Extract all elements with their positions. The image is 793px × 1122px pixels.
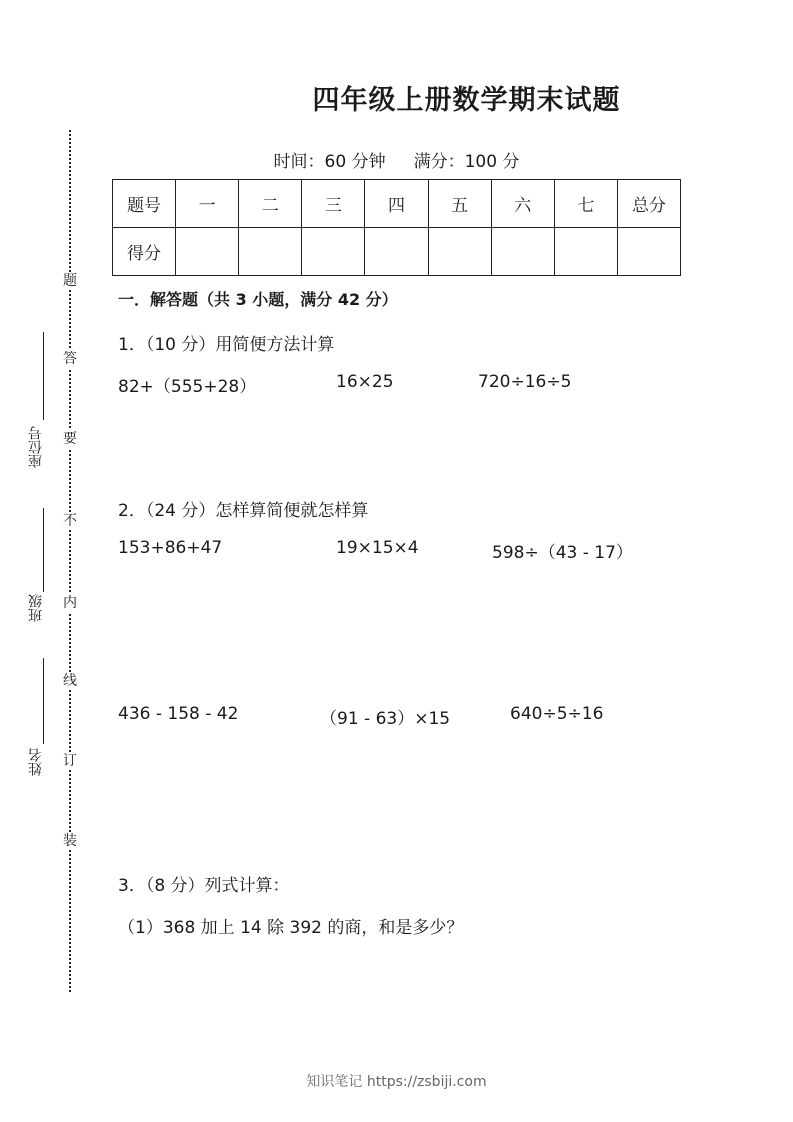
header-cell: 三 (302, 180, 365, 228)
question-1-label: 1．（10 分）用简便方法计算 (118, 335, 335, 355)
class-label: 班级 (28, 594, 44, 622)
score-cell (302, 228, 365, 276)
binding-char: 装 (63, 833, 77, 849)
name-label: 姓名 (28, 748, 44, 776)
binding-char: 要 (63, 431, 77, 447)
q2-expression-2: 19×15×4 (336, 538, 419, 558)
score-cell (428, 228, 491, 276)
question-3-label: 3．（8 分）列式计算： (118, 876, 290, 896)
q1-expression-3: 720÷16÷5 (478, 372, 572, 392)
binding-char: 内 (63, 595, 77, 611)
score-cell (365, 228, 428, 276)
header-cell: 四 (365, 180, 428, 228)
q2-expression-3: 598÷（43 - 17） (492, 543, 633, 563)
q2-expression-1: 153+86+47 (118, 538, 223, 558)
binding-char: 线 (63, 673, 77, 689)
class-blank (43, 508, 44, 592)
question-2-label: 2．（24 分）怎样算简便就怎样算 (118, 501, 369, 521)
header-cell: 总分 (617, 180, 680, 228)
score-cell (617, 228, 680, 276)
q2-expression-5: （91 - 63）×15 (320, 709, 451, 729)
score-table-header-row (113, 180, 681, 228)
question-3-sub-1: （1）368 加上 14 除 392 的商，和是多少？ (118, 918, 464, 938)
q1-expression-1: 82+（555+28） (118, 377, 257, 397)
exam-info (0, 147, 793, 172)
exam-time: 时间：60 分钟 (273, 152, 386, 172)
name-blank (43, 658, 44, 744)
q2-expression-4: 436 - 158 - 42 (118, 704, 239, 724)
binding-char: 题 (63, 273, 77, 289)
score-cell (176, 228, 239, 276)
seat-number-blank (43, 332, 44, 420)
header-cell: 六 (491, 180, 554, 228)
section-heading: 一．解答题（共 3 小题，满分 42 分） (118, 290, 398, 309)
score-table-score-row (113, 228, 681, 276)
row-label-cell: 得分 (113, 228, 176, 276)
score-cell (554, 228, 617, 276)
score-table (112, 179, 681, 276)
binding-char: 答 (63, 351, 77, 367)
seat-number-label: 座位号 (28, 426, 44, 468)
footer-watermark: 知识笔记 https://zsbiji.com (306, 1074, 487, 1090)
score-cell (239, 228, 302, 276)
header-cell: 五 (428, 180, 491, 228)
binding-char: 订 (63, 753, 77, 769)
q1-expression-2: 16×25 (336, 372, 394, 392)
header-cell: 一 (176, 180, 239, 228)
header-cell: 二 (239, 180, 302, 228)
binding-char: 不 (63, 513, 77, 529)
header-cell: 七 (554, 180, 617, 228)
page-title: 四年级上册数学期末试题 (312, 85, 621, 116)
score-cell (491, 228, 554, 276)
header-cell: 题号 (113, 180, 176, 228)
q2-expression-6: 640÷5÷16 (510, 704, 604, 724)
exam-full-score: 满分：100 分 (413, 152, 520, 172)
binding-dotted-line (69, 130, 71, 992)
